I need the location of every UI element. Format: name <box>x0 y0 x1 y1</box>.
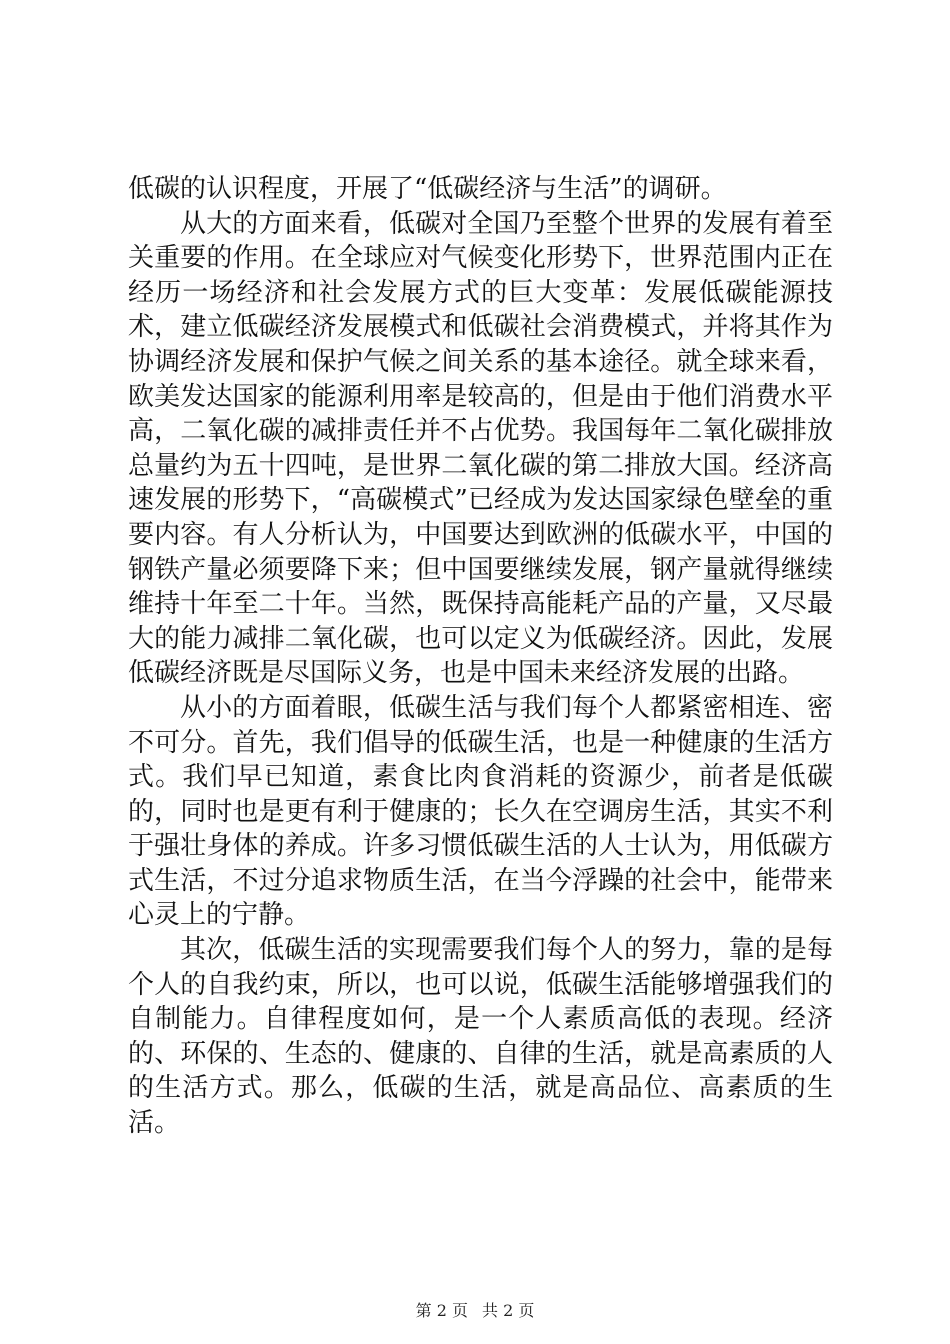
page-number: 第 2 页 <box>415 1301 468 1320</box>
paragraph-1: 低碳的认识程度，开展了“低碳经济与生活”的调研。 <box>128 174 727 204</box>
page-footer <box>0 1301 950 1321</box>
paragraph-2: 从大的方面来看，低碳对全国乃至整个世界的发展有着至关重要的作用。在全球应对气候变化形势下，世界范围内正在经历一场经济和社会发展方式的巨大变革：发展低碳能源技术，建立低碳经济发展模式和低碳社会消费模式，并将其作为协调经济发展和保护气候之间关系的基本途径。就全球来看，欧美发达国家的能源利用率是较高的，但是由于他们消费水平高，二氧化碳的减排责任并不占优势。我国每年二氧化碳排放总量约为五十四吨，是世界二氧化碳的第二排放大国。经济高速发展的形势下，“高碳模式”已经成为发达国家绿色壁垒的重要内容。有人分析认为，中国要达到欧洲的低碳水平，中国的钢铁产量必须要降下来；但中国要继续发展，钢产量就得继续维持十年至二十年。当然，既保持高能耗产品的产量，又尽最大的能力减排二氧化碳，也可以定义为低碳经济。因此，发展低碳经济既是尽国际义务，也是中国未来经济发展的出路。 <box>128 208 833 689</box>
page-total: 共 2 页 <box>482 1301 535 1320</box>
paragraph-3: 从小的方面着眼，低碳生活与我们每个人都紧密相连、密不可分。首先，我们倡导的低碳生活，也是一种健康的生活方式。我们早已知道，素食比肉食消耗的资源少，前者是低碳的，同时也是更有利于健康的；长久在空调房生活，其实不利于强壮身体的养成。许多习惯低碳生活的人士认为，用低碳方式生活，不过分追求物质生活，在当今浮躁的社会中，能带来心灵上的宁静。 <box>128 692 833 931</box>
document-body <box>128 172 833 1141</box>
paragraph-4: 其次，低碳生活的实现需要我们每个人的努力，靠的是每个人的自我约束，所以，也可以说，低碳生活能够增强我们的自制能力。自律程度如何，是一个人素质高低的表现。经济的、环保的、生态的、健康的、自律的生活，就是高素质的人的生活方式。那么，低碳的生活，就是高品位、高素质的生活。 <box>128 935 833 1139</box>
